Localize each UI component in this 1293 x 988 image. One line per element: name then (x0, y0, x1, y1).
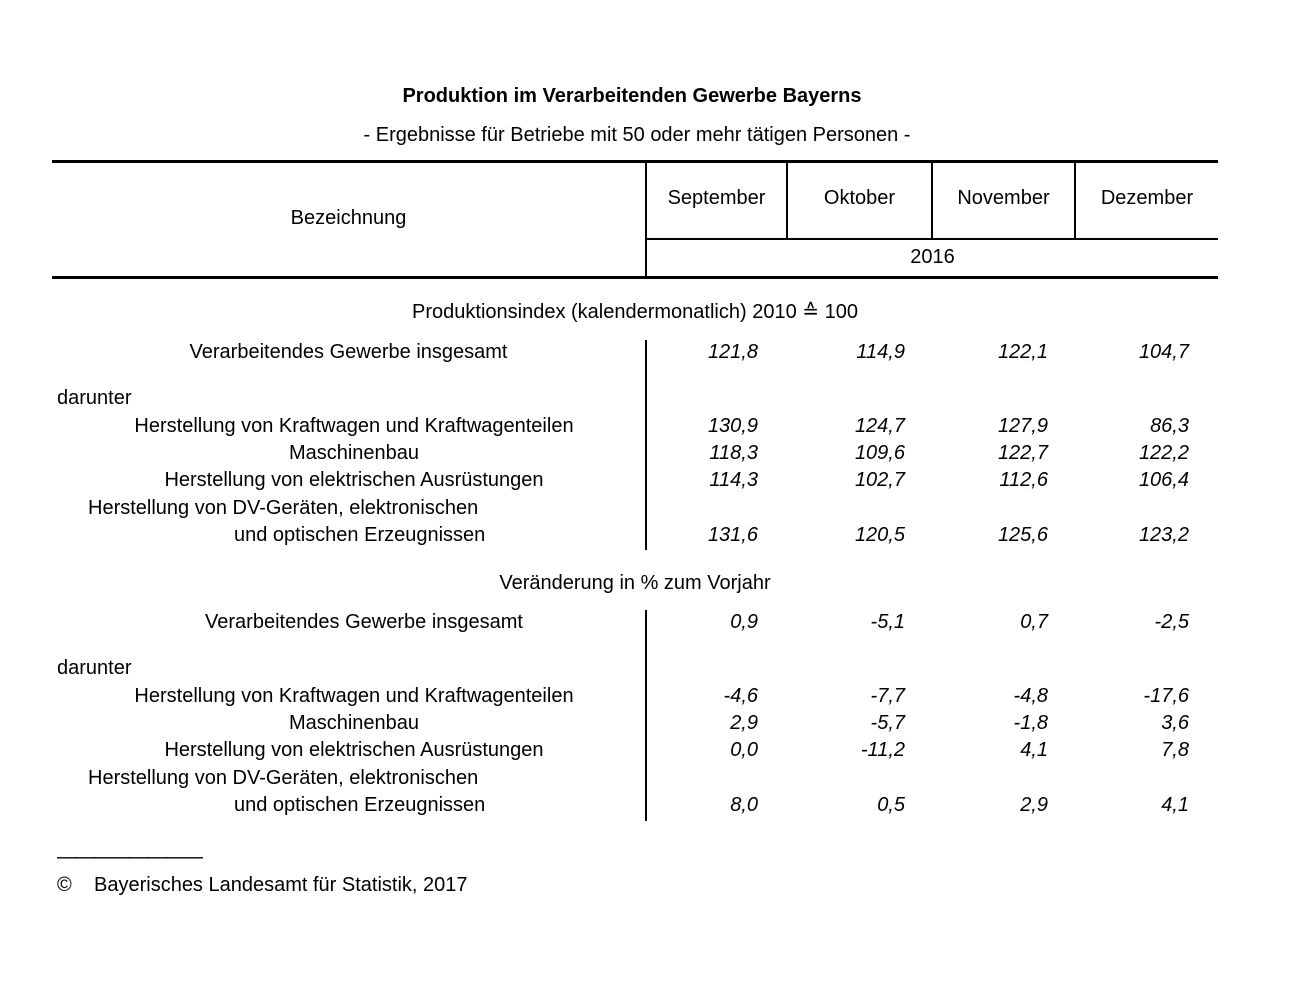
row-label: Herstellung von elektrischen Ausrüstungen (164, 469, 544, 491)
cell: 131,6 (707, 524, 758, 546)
cell: 114,9 (856, 341, 905, 363)
cell: 0,7 (1020, 611, 1048, 633)
cell: -4,8 (1013, 685, 1048, 707)
cell: 86,3 (1150, 415, 1189, 437)
cell: -1,8 (1013, 712, 1048, 734)
table-top-rule (52, 160, 1218, 163)
cell: 112,6 (999, 469, 1048, 491)
cell: 124,7 (854, 415, 905, 437)
row-label: Herstellung von Kraftwagen und Kraftwagenteilen (134, 415, 574, 437)
cell: 120,5 (854, 524, 905, 546)
cell: 122,1 (997, 341, 1048, 363)
source-note: Bayerisches Landesamt für Statistik, 2017 (94, 874, 468, 896)
cell: 2,9 (730, 712, 758, 734)
cell: 7,8 (1161, 739, 1189, 761)
cell: -5,1 (870, 611, 905, 633)
cell: 0,9 (730, 611, 758, 633)
row-label: und optischen Erzeugnissen (234, 524, 486, 546)
cell: 104,7 (1138, 341, 1189, 363)
column-header-year: 2016 (910, 246, 955, 268)
cell: 0,0 (730, 739, 758, 761)
row-label: und optischen Erzeugnissen (234, 794, 486, 816)
cell: -2,5 (1154, 611, 1189, 633)
section-title: Produktionsindex (kalendermonatlich) 2010 ≙ 100 (412, 301, 858, 323)
darunter-label: darunter (57, 657, 132, 679)
cell: 130,9 (707, 415, 758, 437)
row-label: Maschinenbau (288, 442, 420, 464)
cell: -17,6 (1143, 685, 1189, 707)
cell: 2,9 (1020, 794, 1048, 816)
row-label-total: Verarbeitendes Gewerbe insgesamt (189, 341, 508, 363)
page-subtitle: - Ergebnisse für Betriebe mit 50 oder mehr tätigen Personen - (363, 124, 911, 146)
cell: 122,2 (1138, 442, 1189, 464)
cell: 114,3 (709, 469, 758, 491)
cell: 106,4 (1138, 469, 1189, 491)
cell: 122,7 (997, 442, 1048, 464)
column-header-november: November (957, 187, 1050, 209)
cell: 3,6 (1161, 712, 1189, 734)
column-header-dezember: Dezember (1100, 187, 1194, 209)
header-bottom-rule (52, 276, 1218, 279)
copyright-icon: © (57, 874, 72, 896)
cell: 123,2 (1138, 524, 1189, 546)
row-label: Herstellung von elektrischen Ausrüstungen (164, 739, 544, 761)
darunter-label: darunter (57, 387, 132, 409)
row-label: Herstellung von Kraftwagen und Kraftwagenteilen (134, 685, 574, 707)
section-title: Veränderung in % zum Vorjahr (499, 572, 771, 594)
column-header-september: September (667, 187, 766, 209)
row-label-line1: Herstellung von DV-Geräten, elektronischen (88, 497, 479, 519)
page-title: Produktion im Verarbeitenden Gewerbe Bayerns (402, 85, 862, 107)
cell: 109,6 (854, 442, 905, 464)
cell: -11,2 (860, 739, 905, 761)
cell: 4,1 (1020, 739, 1048, 761)
cell: -4,6 (723, 685, 758, 707)
row-label: Maschinenbau (288, 712, 420, 734)
footnote-rule: ———————— (57, 846, 201, 868)
row-label-line1: Herstellung von DV-Geräten, elektronischen (88, 767, 479, 789)
cell: 4,1 (1161, 794, 1189, 816)
row-label-total: Verarbeitendes Gewerbe insgesamt (205, 611, 523, 633)
cell: -5,7 (870, 712, 905, 734)
column-header-label: Bezeichnung (290, 207, 407, 229)
cell: 127,9 (997, 415, 1048, 437)
cell: -7,7 (870, 685, 905, 707)
cell: 0,5 (877, 794, 905, 816)
cell: 102,7 (854, 469, 905, 491)
cell: 125,6 (997, 524, 1048, 546)
cell: 8,0 (730, 794, 758, 816)
column-header-oktober: Oktober (823, 187, 896, 209)
cell: 118,3 (709, 442, 758, 464)
cell: 121,8 (707, 341, 758, 363)
